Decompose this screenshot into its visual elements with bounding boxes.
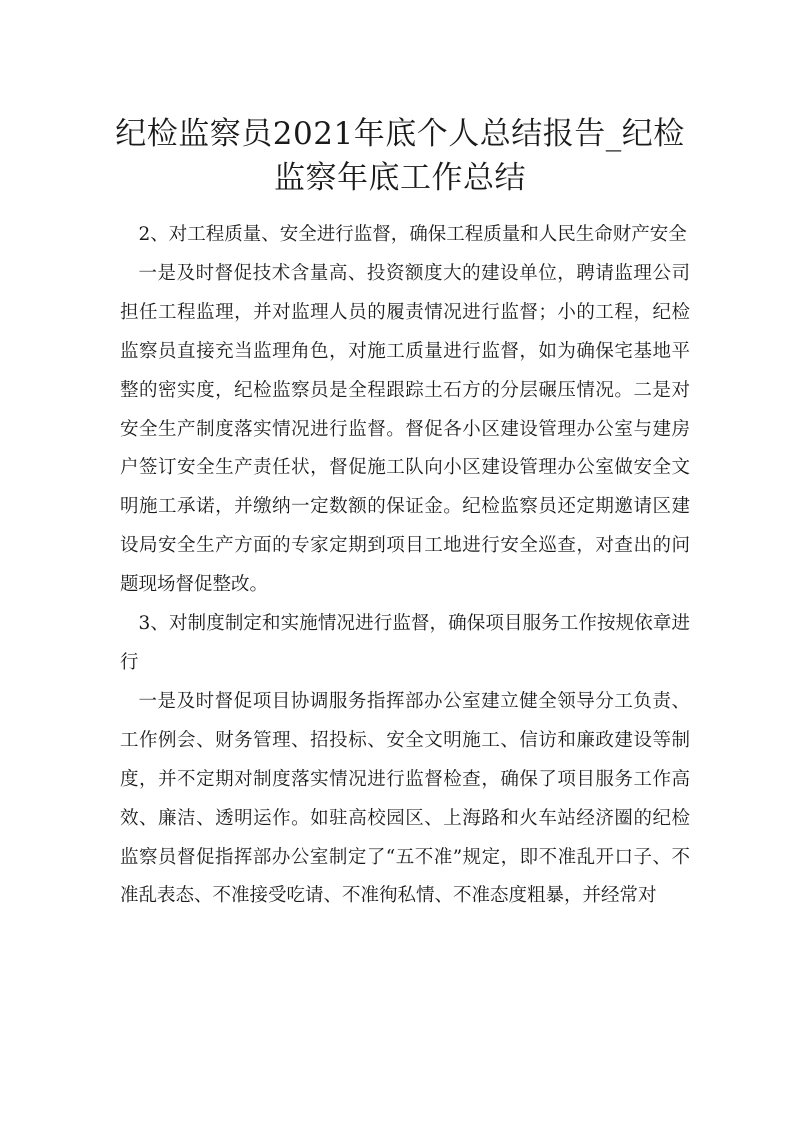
section-heading-2: 2、对工程质量、安全进行监督，确保工程质量和人民生命财产安全 (138, 224, 687, 245)
section-heading-3: 3、对制度制定和实施情况进行监督，确保项目服务工作按规依章进行 (120, 613, 690, 673)
document-body (120, 216, 690, 916)
document-title: 纪检监察员2021年底个人总结报告_纪检监察年底工作总结 (115, 116, 685, 196)
body-paragraph: 一是及时督促项目协调服务指挥部办公室建立健全领导分工负责、工作例会、财务管理、招投标、安全文明施工、信访和廉政建设等制度，并不定期对制度落实情况进行监督检查，确保了项目服务工作高效、廉洁、透明运作。如驻高校园区、上海路和火车站经济圈的纪检监察员督促指挥部办公室制定了“五不准”规定，即不准乱开口子、不准乱表态、不准接受吃请、不准徇私情、不准态度粗暴，并经常对 (120, 690, 690, 907)
body-paragraph: 一是及时督促技术含量高、投资额度大的建设单位，聘请监理公司担任工程监理，并对监理人员的履责情况进行监督；小的工程，纪检监察员直接充当监理角色，对施工质量进行监督，如为确保宅基地平整的密实度，纪检监察员是全程跟踪土石方的分层碾压情况。二是对安全生产制度落实情况进行监督。督促各小区建设管理办公室与建房户签订安全生产责任状，督促施工队向小区建设管理办公室做安全文明施工承诺，并缴纳一定数额的保证金。纪检监察员还定期邀请区建设局安全生产方面的专家定期到项目工地进行安全巡查，对查出的问题现场督促整改。 (120, 262, 690, 596)
